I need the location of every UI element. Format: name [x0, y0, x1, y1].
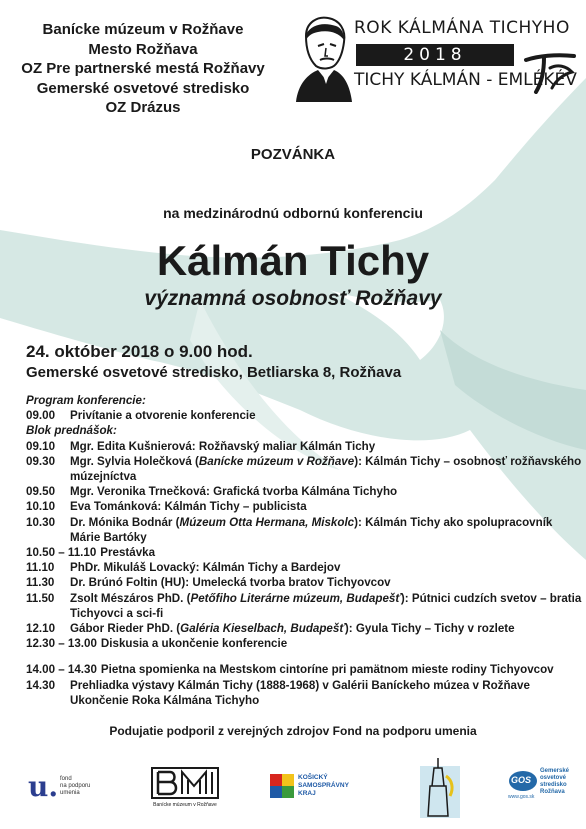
tower-icon [418, 756, 462, 820]
program-time: 11.30 [26, 576, 55, 590]
speaker-affiliation: Petőfiho Literárne múzeum, Budapešť [190, 591, 401, 605]
logo-line-1: ROK KÁLMÁNA TICHYHO [354, 18, 570, 38]
organizer-item: OZ Drázus [105, 99, 181, 116]
gos-text: Rožňava [540, 789, 565, 795]
speaker-name: Zsolt Mészáros PhD. [70, 591, 184, 605]
portrait-icon [292, 14, 354, 102]
program-text: Eva Tománková: Kálmán Tichy – publicista [70, 500, 307, 514]
program-row [26, 621, 582, 636]
partner-logos [0, 752, 586, 822]
program-time: 10.10 [26, 500, 56, 514]
program-time: 09.10 [26, 439, 56, 453]
program-row [26, 515, 582, 545]
program-text: Mgr. Veronika Trnečková: Grafická tvorba Kálmána Tichyho [70, 485, 398, 499]
lecture-topic: Kálmán Tichy – osobnosť rožňavského múzejníctva [70, 454, 582, 484]
program-time: 10.30 [26, 515, 56, 529]
organizer-item: Gemerské osvetové stredisko [36, 79, 250, 97]
fpu-text: fond [60, 776, 72, 782]
program-row [26, 560, 582, 575]
program-text [101, 636, 582, 651]
lecture-topic: Pútnici cudzích svetov – bratia Tichyovci a sci-fi [70, 591, 582, 620]
program-time: 11.50 [26, 591, 55, 605]
ksk-emblem-icon [270, 774, 294, 798]
program-schedule [26, 393, 582, 708]
program-row [26, 454, 582, 484]
program-time: 12.10 [26, 622, 56, 636]
gos-mark: GOS [511, 775, 532, 785]
program-text: Zsolt Mészáros PhD. (Petőfiho Literárne múzeum, Budapešť): Pútnici cudzích svetov – bratia Tichyovci a sci-fi [70, 591, 582, 620]
fpu-logo [28, 772, 98, 802]
conference-subtitle: na medzinárodnú odbornú konferenciu [163, 205, 423, 221]
program-text: Ukončenie Roka Kálmána Tichyho [70, 693, 260, 707]
program-row [26, 408, 582, 423]
title-tagline: významná osobnosť Rožňavy [144, 287, 442, 310]
program-time: 11.10 [26, 561, 55, 575]
speaker-name: Gábor Rieder PhD. [70, 622, 174, 636]
program-text: Gábor Rieder PhD. (Galéria Kieselbach, Budapešť): Gyula Tichy – Tichy v rozlete [70, 622, 515, 636]
page-title: Kálmán Tichy [156, 237, 430, 284]
logo-year: 2018 [356, 44, 514, 66]
lecture-list [26, 439, 582, 652]
program-time: 10.50 – 11.10 [26, 546, 97, 560]
lecture-topic: Kálmán Tichy ako spolupracovník Márie Bartóky [70, 515, 553, 544]
program-text: Dr. Mónika Bodnár (Múzeum Otta Hermana, Miskolc): Kálmán Tichy ako spolupracovník Márie Bartóky [70, 515, 553, 544]
lecture-topic: Gyula Tichy – Tichy v rozlete [355, 622, 515, 636]
block-heading: Blok prednášok: [26, 424, 117, 438]
program-text: Prehliadka výstavy Kálmán Tichy (1888-1968) v Galérii Baníckeho múzea v Rožňave [70, 678, 530, 692]
organizers-list [8, 20, 278, 118]
invitation-heading: POZVÁNKA [250, 146, 336, 163]
speaker-name: Mgr. Veronika Trnečková [70, 485, 206, 499]
event-venue: Gemerské osvetové stredisko, Betliarska 8, Rožňava [26, 364, 402, 381]
gos-text: osvetové [540, 775, 567, 781]
program-row [26, 678, 582, 693]
funding-note: Podujatie podporil z verejných zdrojov Fond na podporu umenia [109, 724, 477, 738]
speaker-name: Mgr. Sylvia Holečková [70, 454, 192, 468]
program-time: 14.30 [26, 678, 56, 692]
organizer-item: Banícke múzeum v Rožňave [42, 21, 244, 38]
program-time: 09.30 [26, 454, 56, 468]
gos-url: www.gos.sk [508, 794, 535, 800]
kosicky-kraj-logo [270, 774, 360, 800]
program-row [26, 636, 582, 651]
program-heading: Program konferencie: [26, 394, 146, 407]
event-date: 24. október 2018 o 9.00 hod. [26, 342, 253, 361]
program-text: PhDr. Mikuláš Lovacký: Kálmán Tichy a Bardejov [70, 561, 341, 575]
bm-caption: Banícke múzeum v Rožňave [153, 802, 217, 808]
program-row [26, 439, 582, 454]
gos-text: Gemerské [540, 768, 570, 774]
program-row [26, 591, 582, 621]
ksk-text: KRAJ [298, 790, 316, 797]
year-of-kalman-tichy-logo [292, 14, 582, 102]
speaker-affiliation: Banícke múzeum v Rožňave [198, 454, 355, 468]
program-time: 12.30 – 13.00 [26, 637, 97, 651]
gos-logo [508, 766, 580, 806]
organizer-item: OZ Pre partnerské mestá Rožňavy [21, 60, 265, 77]
program-time [26, 693, 70, 708]
fpu-mark: u. [28, 770, 59, 803]
program-row [26, 545, 582, 560]
banicke-muzeum-logo [150, 766, 220, 812]
program-text: Mgr. Edita Kušnierová: Rožňavský maliar Kálmán Tichy [70, 439, 376, 453]
fpu-text: umenia [60, 790, 80, 796]
program-time: 09.50 [26, 485, 56, 499]
speaker-name: Dr. Mónika Bodnár [70, 515, 173, 529]
program-row [26, 484, 582, 499]
signature-monogram-icon [522, 50, 578, 94]
speaker-name: Dr. Brúnó Foltin (HU) [70, 576, 186, 590]
program-row [26, 662, 582, 677]
lecture-topic: Rožňavský maliar Kálmán Tichy [198, 439, 376, 453]
lecture-topic: Umelecká tvorba bratov Tichyovcov [192, 576, 391, 590]
lecture-topic: Diskusia a ukončenie konferencie [100, 637, 288, 651]
drazus-logo [418, 756, 462, 820]
bm-monogram-icon [150, 766, 220, 800]
program-text [100, 545, 582, 560]
program-text: Dr. Brúnó Foltin (HU): Umelecká tvorba bratov Tichyovcov [70, 576, 391, 590]
gos-text: stredisko [540, 782, 567, 788]
speaker-affiliation: Múzeum Otta Hermana, Miskolc [179, 515, 355, 529]
speaker-name: PhDr. Mikuláš Lovacký [70, 561, 196, 575]
ksk-text: SAMOSPRÁVNY [298, 782, 349, 789]
program-time: 14.00 – 14.30 [26, 663, 97, 677]
program-time: 09.00 [26, 409, 56, 423]
speaker-name: Eva Tománková [70, 500, 158, 514]
fpu-text: na podporu [60, 783, 91, 789]
program-row [26, 499, 582, 514]
program-row [26, 693, 582, 708]
speaker-affiliation: Galéria Kieselbach, Budapešť [180, 622, 345, 636]
ksk-text: KOŠICKÝ [298, 774, 328, 781]
program-text: Mgr. Sylvia Holečková (Banícke múzeum v Rožňave): Kálmán Tichy – osobnosť rožňavského múzejníctva [70, 454, 582, 484]
lecture-topic: Kálmán Tichy a Bardejov [202, 561, 341, 575]
organizer-item: Mesto Rožňava [88, 40, 198, 58]
program-text: Pietna spomienka na Mestskom cintoríne pri pamätnom mieste rodiny Tichyovcov [100, 663, 554, 677]
lecture-topic: Prestávka [100, 546, 156, 560]
speaker-name: Mgr. Edita Kušnierová [70, 439, 192, 453]
logo-line-3: TICHY KÁLMÁN - EMLÉKÉV [354, 70, 577, 90]
program-row [26, 575, 582, 590]
lecture-topic: Grafická tvorba Kálmána Tichyho [213, 485, 398, 499]
program-text: Privítanie a otvorenie konferencie [70, 409, 256, 423]
lecture-topic: Kálmán Tichy – publicista [164, 500, 307, 514]
afternoon-list [26, 662, 582, 708]
